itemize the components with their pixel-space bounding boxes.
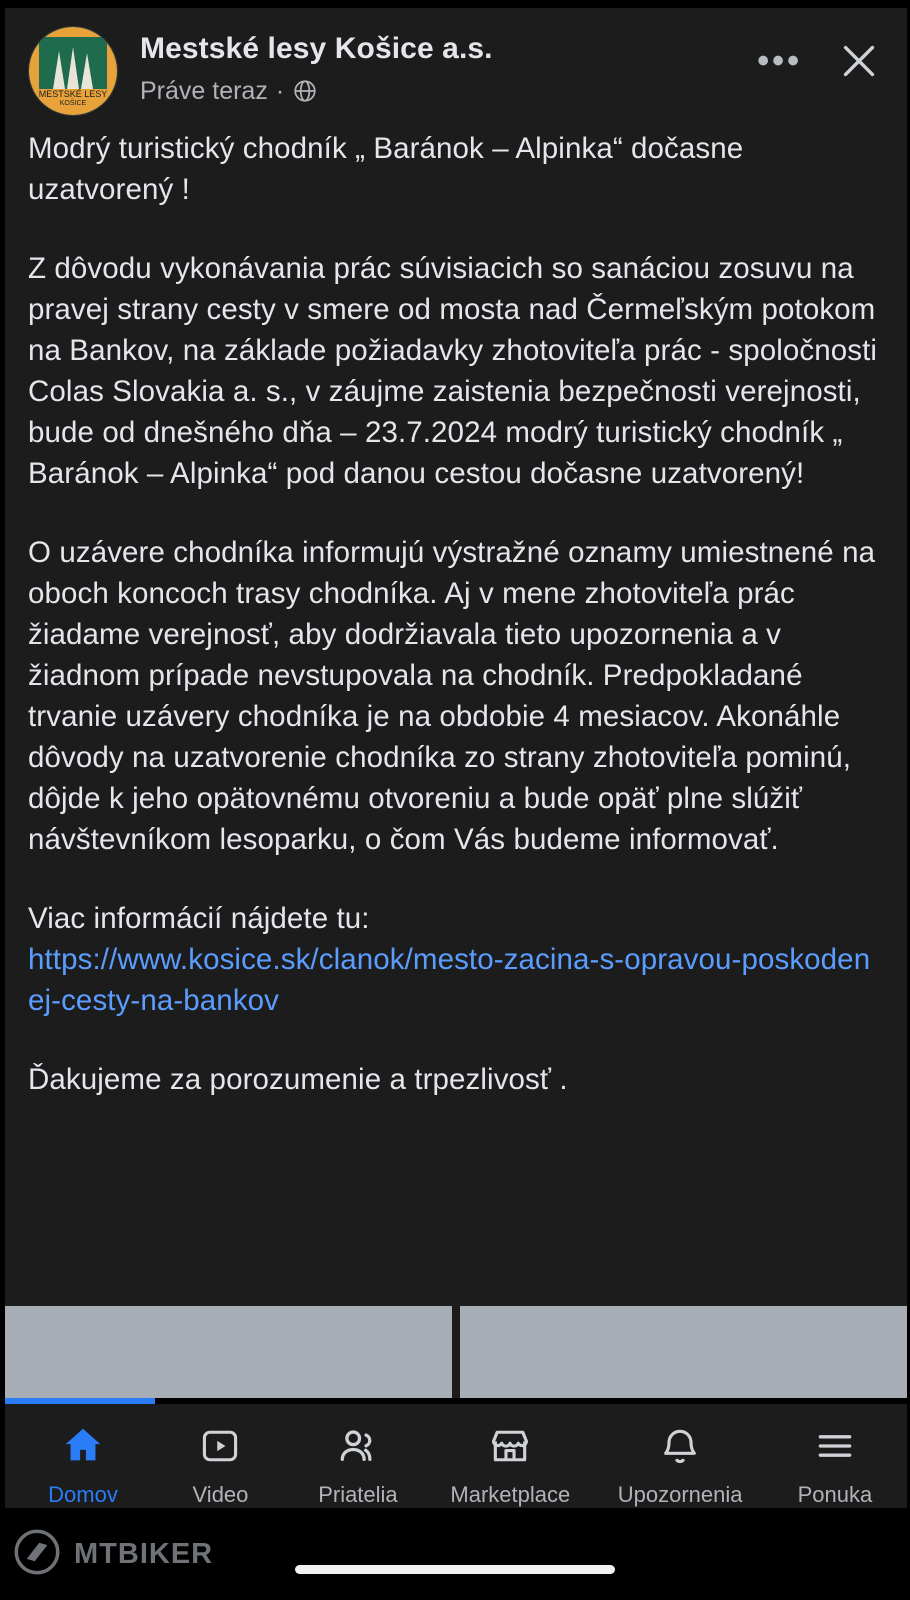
home-icon [60,1422,106,1470]
post-paragraph-title: Modrý turistický chodník „ Baránok – Alpinka“ dočasne uzatvorený ! [28,132,744,206]
nav-label-video: Video [192,1482,249,1507]
media-attachment-strip[interactable] [0,1306,910,1398]
menu-icon [813,1422,857,1470]
nav-item-home[interactable] [38,1422,128,1508]
post-paragraph-1: Z dôvodu vykonávania prác súvisiacich so sanáciou zosuvu na pravej strany cesty v smere od mosta nad Čermeľským potokom na Bankov, na základe požiadavky zhotoviteľa prác - spoločnosti Colas Slovakia a. s., v záujme zaistenia bezpečnosti verejnosti, bude od dnešného dňa – 23.7.2024 modrý turistický chodník „ Baránok – Alpinka“ pod danou cestou dočasne uzatvorený! [28,252,878,490]
avatar[interactable] [28,26,118,116]
meta-separator: · [275,76,285,105]
mtbiker-logo-icon [14,1529,60,1580]
post-timestamp: Práve teraz [140,76,268,105]
status-bar-area [0,0,910,8]
nav-label-notifications: Upozornenia [617,1482,743,1507]
system-bottom-bar [0,1508,910,1600]
media-progress-bar [5,1398,155,1404]
video-icon [198,1422,242,1470]
nav-label-marketplace: Marketplace [450,1482,571,1507]
marketplace-icon [488,1422,532,1470]
nav-item-notifications[interactable] [618,1422,743,1508]
media-tile-1[interactable] [5,1306,452,1398]
watermark [0,1529,213,1580]
post-text-body [0,120,910,1292]
watermark-text: MTBIKER [74,1537,214,1570]
nav-label-home: Domov [48,1482,118,1507]
svg-text:MESTSKÉ LESY: MESTSKÉ LESY [38,89,108,99]
more-options-button[interactable]: ••• [757,42,802,80]
post-header-actions [757,26,888,84]
globe-icon [292,78,318,104]
post-link[interactable]: https://www.kosice.sk/clanok/mesto-zacina-s-opravou-poskodenej-cesty-na-bankov [28,943,871,1017]
bell-icon [658,1422,702,1470]
post-header [0,8,910,120]
nav-label-friends: Priatelia [318,1482,398,1507]
close-icon[interactable] [836,38,882,84]
media-tile-2[interactable] [460,1306,907,1398]
nav-item-friends[interactable] [313,1422,403,1508]
nav-item-menu[interactable] [790,1422,880,1508]
post-header-texts [140,26,757,106]
post-paragraph-2: O uzávere chodníka informujú výstražné oznamy umiestnené na oboch koncoch trasy chodníka. Aj v mene zhotoviteľa prác žiadame verejnosť, aby dodržiavala tieto upozornenia a v žiadnom prípade nevstupovala na chodník. Predpokladané trvanie uzávery chodníka je na obdobie 4 mesiacov. Akonáhle dôvody na uzatvorenie chodníka zo strany zhotoviteľa pominú, dôjde k jeho opätovnému otvoreniu a bude opäť plne slúžiť návštevníkom lesoparku, o čom Vás budeme informovať. [28,536,876,856]
post-paragraph-3: Viac informácií nájdete tu: [28,902,370,935]
nav-label-menu: Ponuka [797,1482,873,1507]
screen-edge-left [0,0,5,1600]
friends-icon [335,1422,381,1470]
media-progress-track [5,1398,907,1404]
svg-text:KOŠICE: KOŠICE [59,100,87,107]
nav-item-video[interactable] [175,1422,265,1508]
bottom-navigation [0,1404,910,1508]
nav-item-marketplace[interactable] [450,1422,570,1508]
post-meta [140,77,757,106]
home-indicator[interactable] [295,1565,615,1574]
post-closing-line: Ďakujeme za porozumenie a trpezlivosť . [28,1063,568,1096]
page-name[interactable]: Mestské lesy Košice a.s. [140,32,493,65]
